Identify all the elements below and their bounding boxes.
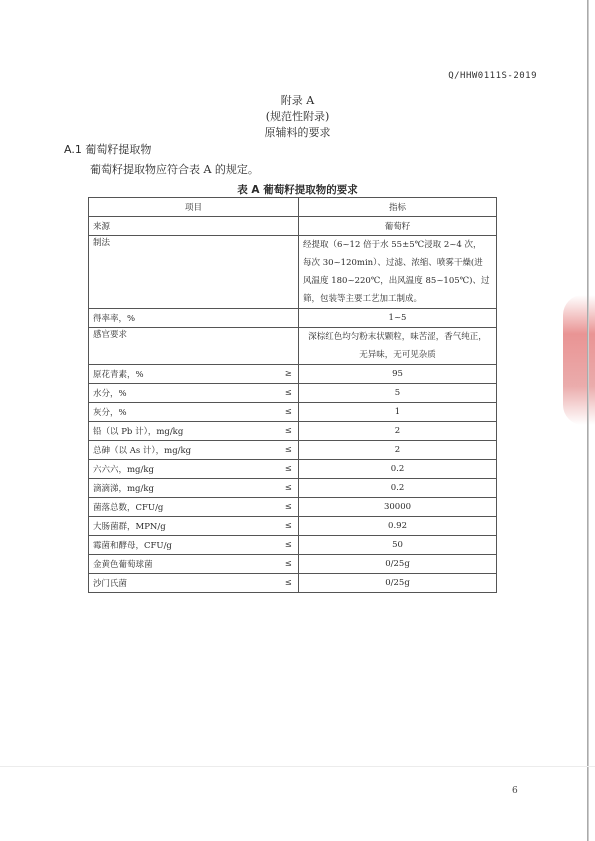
requirements-table (88, 197, 497, 593)
spec-item: 霉菌和酵母，CFU/g (89, 536, 279, 555)
source-label: 来源 (89, 217, 299, 236)
spec-value: 2 (299, 422, 497, 441)
sensory-label: 感官要求 (89, 328, 299, 365)
table-row (89, 384, 497, 403)
spec-symbol: ≤ (279, 555, 299, 574)
spec-item: 铅（以 Pb 计），mg/kg (89, 422, 279, 441)
process-line: 筛，包装等主要工艺加工制成。 (303, 294, 423, 304)
table-header-row (89, 198, 497, 217)
spec-item: 大肠菌群，MPN/g (89, 517, 279, 536)
standard-number: Q/HHW0111S-2019 (448, 71, 537, 81)
process-label: 制法 (89, 236, 299, 309)
spec-value: 1 (299, 403, 497, 422)
appendix-title: 附录 A (280, 94, 315, 107)
spec-symbol: ≤ (279, 574, 299, 593)
spec-value: 5 (299, 384, 497, 403)
table-row (89, 422, 497, 441)
table-row (89, 517, 497, 536)
spec-symbol: ≤ (279, 536, 299, 555)
source-value: 葡萄籽 (299, 217, 497, 236)
table-row (89, 365, 497, 384)
table-row (89, 574, 497, 593)
spec-value: 50 (299, 536, 497, 555)
spec-symbol: ≤ (279, 422, 299, 441)
spec-item: 水分，% (89, 384, 279, 403)
spec-symbol: ≤ (279, 460, 299, 479)
table-row (89, 555, 497, 574)
sensory-line: 深棕红色均匀粉末状颗粒，味苦涩，香气纯正， (308, 332, 487, 342)
spec-value: 0.2 (299, 460, 497, 479)
process-line: 风温度 180~220℃，出风温度 85~105℃)、过 (303, 276, 490, 286)
table-row-sensory (89, 328, 497, 365)
page-number: 6 (512, 786, 518, 796)
spec-item: 菌落总数，CFU/g (89, 498, 279, 517)
spec-item: 总砷（以 As 计），mg/kg (89, 441, 279, 460)
spec-symbol: ≤ (279, 517, 299, 536)
spec-value: 95 (299, 365, 497, 384)
yield-value: 1~5 (299, 309, 497, 328)
spec-value: 0.92 (299, 517, 497, 536)
spec-rows (89, 365, 497, 593)
table-row-yield (89, 309, 497, 328)
spec-value: 0/25g (299, 555, 497, 574)
spec-value: 2 (299, 441, 497, 460)
spec-value: 0.2 (299, 479, 497, 498)
table-row (89, 536, 497, 555)
spec-item: 沙门氏菌 (89, 574, 279, 593)
sensory-value (299, 328, 497, 365)
process-line: 经提取（6~12 倍于水 55±5℃浸取 2~4 次， (303, 240, 482, 250)
appendix-subject: 原辅料的要求 (264, 126, 331, 139)
red-seal-stamp (563, 295, 595, 425)
header-index: 指标 (299, 198, 497, 217)
table-row (89, 479, 497, 498)
table-caption: 表 A 葡萄籽提取物的要求 (237, 184, 358, 196)
spec-symbol: ≤ (279, 498, 299, 517)
process-line: 每次 30~120min）、过滤、浓缩、喷雾干燥(进 (303, 258, 483, 268)
spec-item: 六六六，mg/kg (89, 460, 279, 479)
spec-symbol: ≤ (279, 403, 299, 422)
spec-item: 原花青素，% (89, 365, 279, 384)
process-value (299, 236, 497, 309)
spec-symbol: ≥ (279, 365, 299, 384)
spec-item: 灰分，% (89, 403, 279, 422)
spec-value: 30000 (299, 498, 497, 517)
page-edge (587, 0, 589, 841)
spec-symbol: ≤ (279, 384, 299, 403)
yield-label: 得率率，% (89, 309, 299, 328)
sensory-line: 无异味，无可见杂质 (359, 350, 436, 360)
table-row-source (89, 217, 497, 236)
footer-divider (0, 766, 595, 767)
intro-paragraph: 葡萄籽提取物应符合表 A 的规定。 (90, 163, 259, 176)
header-item: 项目 (89, 198, 299, 217)
table-row (89, 460, 497, 479)
table-row-process (89, 236, 497, 309)
spec-item: 滴滴涕，mg/kg (89, 479, 279, 498)
table-row (89, 498, 497, 517)
table-row (89, 403, 497, 422)
spec-symbol: ≤ (279, 479, 299, 498)
section-title: A.1 葡萄籽提取物 (64, 143, 152, 156)
spec-value: 0/25g (299, 574, 497, 593)
spec-symbol: ≤ (279, 441, 299, 460)
table-row (89, 441, 497, 460)
appendix-type: (规范性附录) (265, 110, 330, 123)
spec-item: 金黄色葡萄球菌 (89, 555, 279, 574)
